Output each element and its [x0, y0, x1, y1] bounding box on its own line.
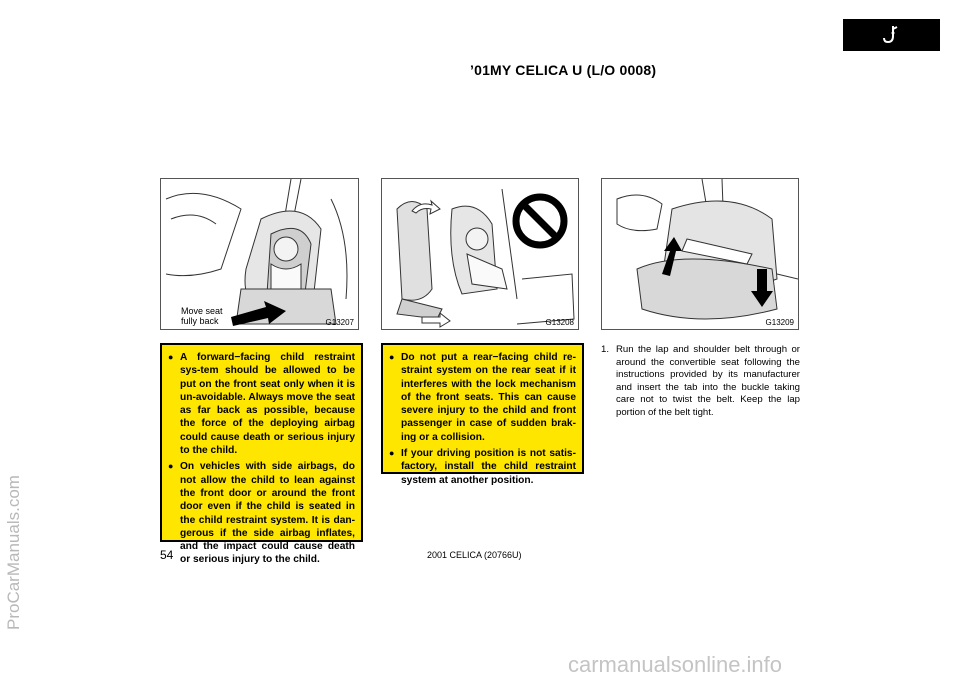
- caution-item: ● If your driving position is not satis-factory, install the child restraint system at another position.: [389, 448, 576, 486]
- caution-item: ● On vehicles with side airbags, do not allow the child to lean against the front door or around the front door even if the child is seated in the child restraint system. It is dan-gerous if the side airbag inflates, and the impact could cause death or serious injury to the child.: [168, 461, 355, 566]
- caution-box-rear-facing: [381, 343, 584, 486]
- figure-forward-seat: [160, 178, 359, 330]
- caution-item: ● A forward−facing child restraint sys-tem should be allowed to be put on the front seat only when it is un-avoidable. Always move the seat as far back as possible, because the force of the deploying airbag could cause death or serious injury to the child.: [168, 352, 355, 457]
- bullet-icon: ●: [168, 461, 174, 472]
- bullet-icon: ●: [389, 448, 395, 459]
- figure-code: G13207: [325, 318, 354, 327]
- section-tab: [843, 19, 940, 51]
- instruction-step: [601, 344, 800, 420]
- belt-routing-illustration: [602, 179, 798, 329]
- figure-caption: Move seat fully back: [181, 306, 223, 326]
- figure-belt-routing: [601, 178, 799, 330]
- footer-watermark: carmanualsonline.info: [568, 652, 783, 677]
- prohibited-icon: [516, 197, 564, 245]
- step-text: Run the lap and shoulder belt through or around the convertible seat following the instructions provided by its manufacturer and insert the tab into the buckle taking care not to twist the belt. Keep the lap portion of the belt tight.: [616, 344, 800, 418]
- figure-code: G13209: [765, 318, 794, 327]
- rear-facing-seat-illustration: [382, 179, 578, 329]
- step-number: 1.: [601, 344, 610, 355]
- child-seat-hook-icon: [881, 24, 903, 46]
- page-number: 54: [160, 548, 174, 562]
- caution-item: ● Do not put a rear−facing child re-straint system on the rear seat if it interferes with the lock mechanism of the front seats. This can cause severe injury to the child and front passenger in case of sudden brak-ing or a collision.: [389, 352, 576, 443]
- figure-rear-facing-prohibited: [381, 178, 579, 330]
- document-code: 2001 CELICA (20766U): [427, 550, 522, 560]
- bullet-icon: ●: [168, 352, 174, 362]
- page-header-title: ’01MY CELICA U (L/O 0008): [470, 62, 657, 78]
- bullet-icon: ●: [389, 352, 395, 362]
- side-watermark: ProCarManuals.com: [4, 475, 23, 630]
- figure-code: G13208: [545, 318, 574, 327]
